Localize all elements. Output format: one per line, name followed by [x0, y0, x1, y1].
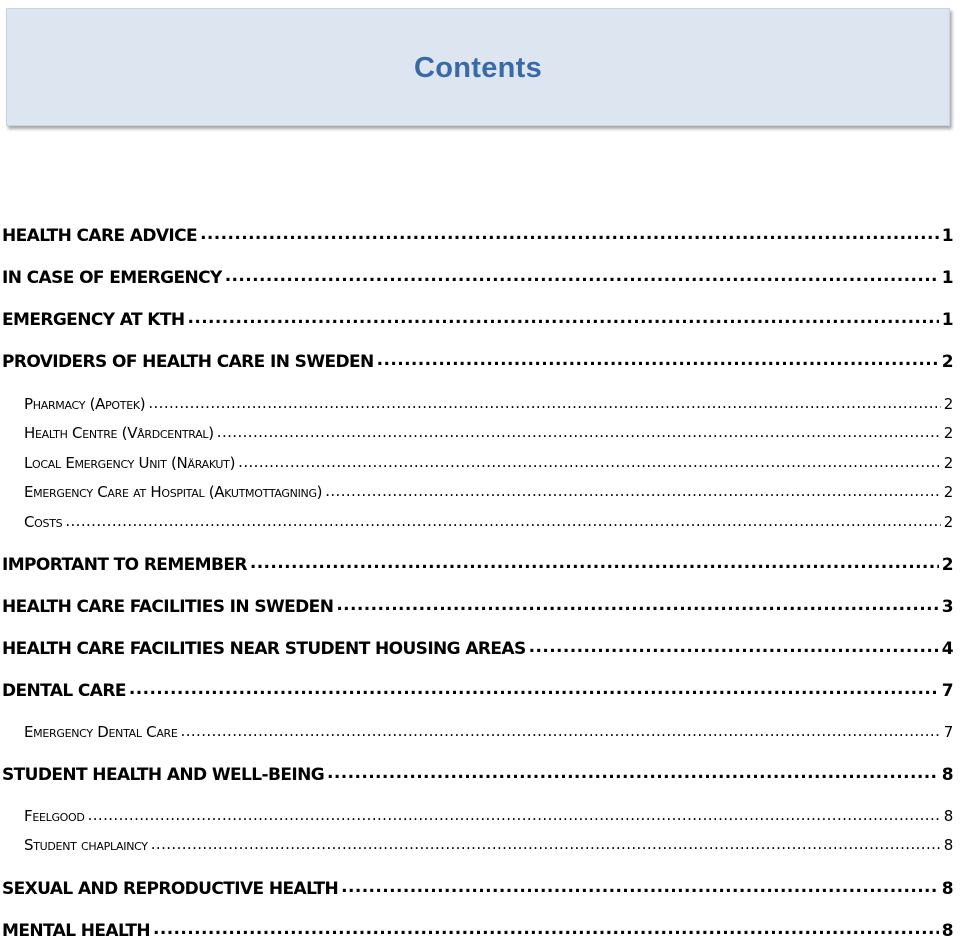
- toc-dot-leader: [187, 308, 938, 325]
- toc-entry-label: Emergency Dental Care: [24, 723, 178, 741]
- toc-entry[interactable]: [2, 224, 953, 250]
- toc-subentry[interactable]: [2, 423, 953, 449]
- toc-dot-leader: [153, 919, 939, 936]
- toc-page-number: 8: [943, 807, 953, 825]
- toc-subentry[interactable]: [2, 722, 953, 748]
- toc-page-number: 8: [941, 765, 953, 785]
- toc-page-number: 8: [941, 879, 953, 899]
- toc-entry-label: Feelgood: [24, 807, 85, 825]
- toc-entry-label: HEALTH CARE FACILITIES NEAR STUDENT HOUSING AREAS: [2, 639, 526, 659]
- toc-subentry[interactable]: [2, 835, 953, 861]
- toc-entry-label: Local Emergency Unit (Närakut): [24, 454, 236, 472]
- toc-dot-leader: [225, 266, 939, 283]
- toc-entry[interactable]: [2, 919, 953, 940]
- toc-dot-leader: [238, 453, 941, 468]
- toc-entry[interactable]: [2, 763, 953, 789]
- toc-entry-label: MENTAL HEALTH: [2, 921, 150, 940]
- toc-entry[interactable]: [2, 553, 953, 579]
- toc-page-number: 2: [943, 395, 953, 413]
- toc-page-number: 3: [941, 597, 953, 617]
- toc-dot-leader: [181, 722, 941, 737]
- toc-entry[interactable]: [2, 637, 953, 663]
- toc-dot-leader: [65, 512, 940, 527]
- toc-dot-leader: [529, 637, 939, 654]
- toc-entry-label: Pharmacy (Apotek): [24, 395, 146, 413]
- toc-dot-leader: [327, 763, 939, 780]
- toc-page-number: 2: [943, 454, 953, 472]
- toc-dot-leader: [88, 806, 941, 821]
- toc-entry-label: IMPORTANT TO REMEMBER: [2, 555, 247, 575]
- toc-entry-label: Emergency Care at Hospital (Akutmottagning): [24, 483, 323, 501]
- toc-entry-label: Health Centre (Vårdcentral): [24, 424, 214, 442]
- toc-entry[interactable]: [2, 679, 953, 705]
- toc-page-number: 1: [941, 226, 953, 246]
- toc-subentry[interactable]: [2, 482, 953, 508]
- toc-page-number: 2: [943, 513, 953, 531]
- toc-dot-leader: [129, 679, 939, 696]
- toc-entry-label: STUDENT HEALTH AND WELL-BEING: [2, 765, 325, 785]
- toc-entry-label: HEALTH CARE FACILITIES IN SWEDEN: [2, 597, 334, 617]
- toc-page-number: 4: [941, 639, 953, 659]
- toc-entry-label: EMERGENCY AT KTH: [2, 310, 185, 330]
- toc-entry[interactable]: [2, 877, 953, 903]
- toc-page-number: 7: [941, 681, 953, 701]
- toc-page-number: 1: [941, 310, 953, 330]
- toc-entry-label: Student chaplaincy: [24, 836, 148, 854]
- toc-entry-label: PROVIDERS OF HEALTH CARE IN SWEDEN: [2, 352, 374, 372]
- toc-subentry[interactable]: [2, 453, 953, 479]
- toc-dot-leader: [341, 877, 939, 894]
- toc-subentry[interactable]: [2, 512, 953, 538]
- page-title: Contents: [413, 51, 543, 84]
- toc-page-number: 7: [943, 723, 953, 741]
- toc-page-number: 8: [943, 836, 953, 854]
- toc-dot-leader: [250, 553, 939, 570]
- toc-dot-leader: [377, 350, 939, 367]
- toc-dot-leader: [325, 482, 941, 497]
- toc-entry-label: DENTAL CARE: [2, 681, 126, 701]
- toc-page-number: 2: [941, 352, 953, 372]
- toc-entry[interactable]: [2, 350, 953, 376]
- toc-page-number: 2: [941, 555, 953, 575]
- toc-entry-label: Costs: [24, 513, 63, 531]
- toc-page-number: 8: [941, 921, 953, 940]
- toc-entry[interactable]: [2, 266, 953, 292]
- toc-entry-label: HEALTH CARE ADVICE: [2, 226, 198, 246]
- toc-subentry[interactable]: [2, 394, 953, 420]
- toc-dot-leader: [148, 394, 940, 409]
- toc-entry-label: SEXUAL AND REPRODUCTIVE HEALTH: [2, 879, 339, 899]
- toc-entry[interactable]: [2, 595, 953, 621]
- toc-page-number: 1: [941, 268, 953, 288]
- toc-dot-leader: [200, 224, 939, 241]
- toc-dot-leader: [217, 423, 941, 438]
- toc-entry-label: IN CASE OF EMERGENCY: [2, 268, 222, 288]
- toc-subentry[interactable]: [2, 806, 953, 832]
- contents-title-box: [6, 8, 950, 126]
- toc-entry[interactable]: [2, 308, 953, 334]
- toc-page-number: 2: [943, 424, 953, 442]
- toc-dot-leader: [336, 595, 938, 612]
- toc-page-number: 2: [943, 483, 953, 501]
- toc-dot-leader: [151, 835, 941, 850]
